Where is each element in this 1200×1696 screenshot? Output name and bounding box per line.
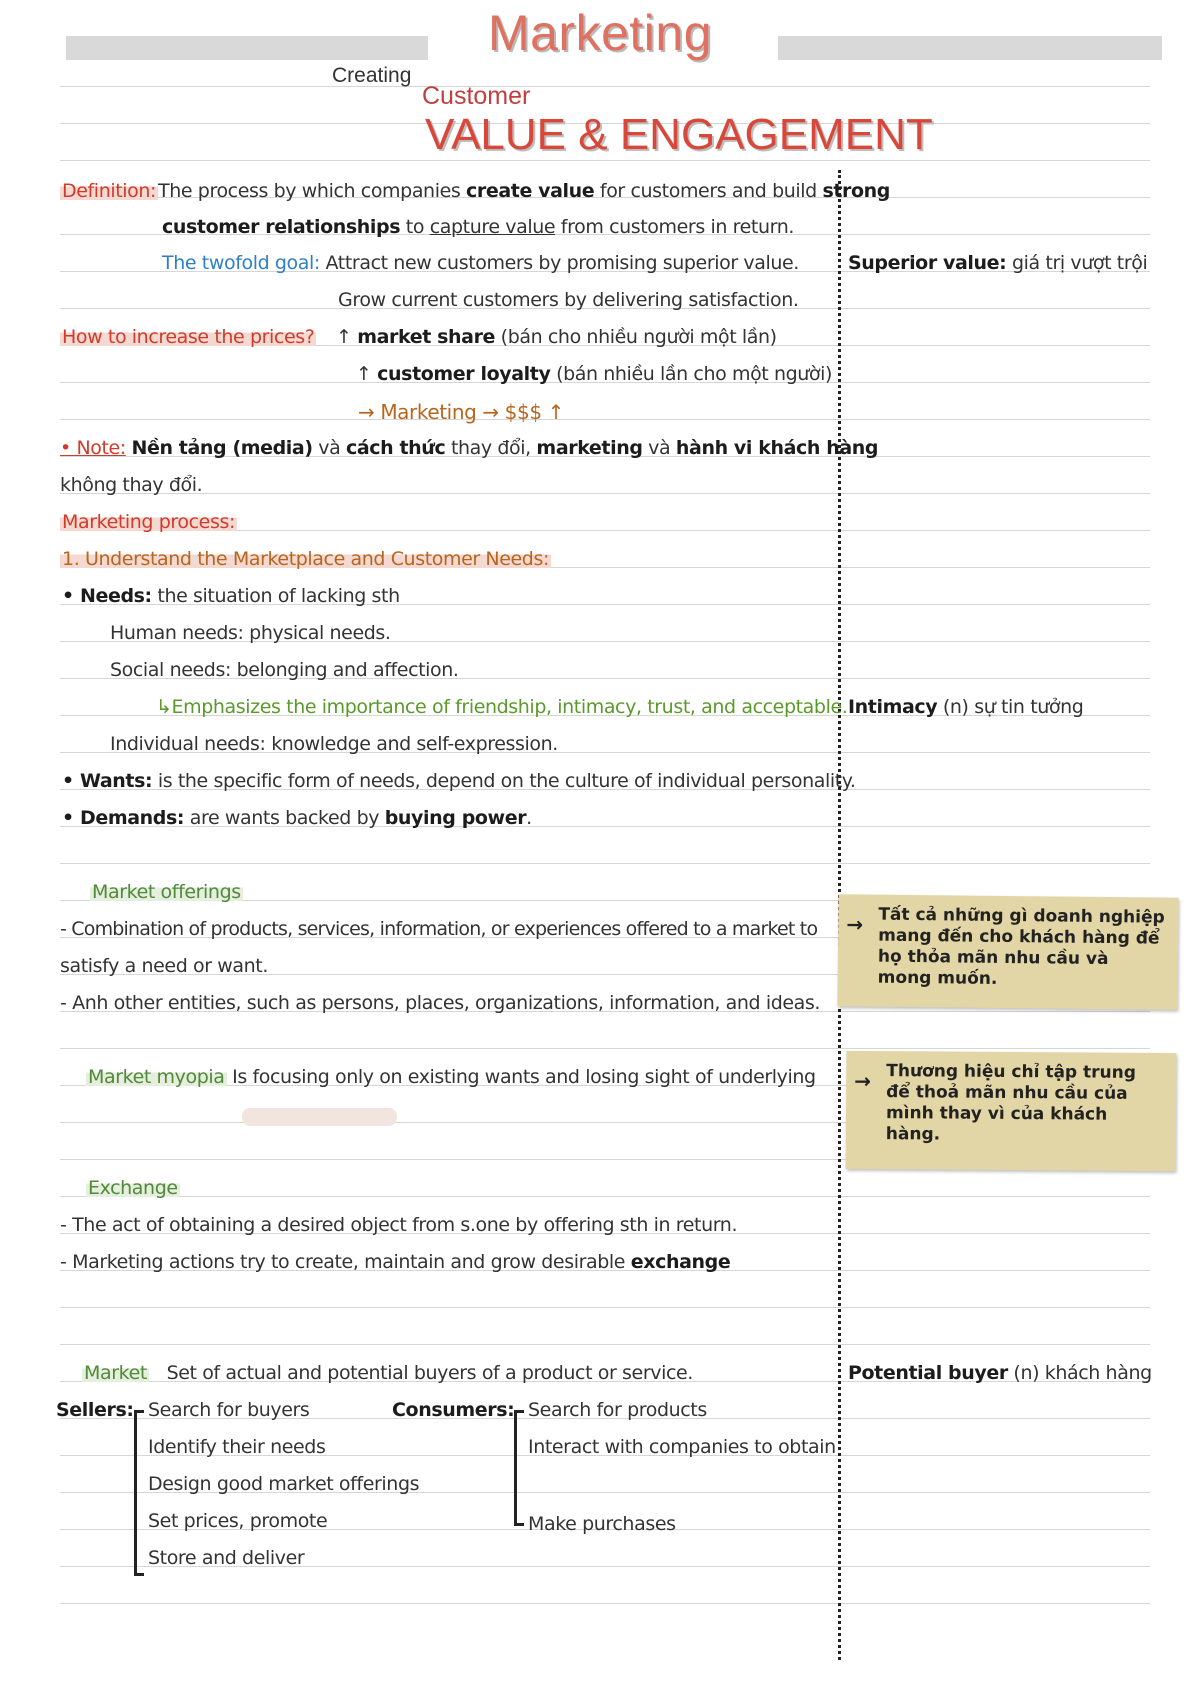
exchange-heading: Exchange bbox=[88, 1177, 178, 1199]
definition-line-1: Definition: The process by which companies create value for customers and build strong bbox=[62, 180, 890, 202]
arrow-icon: → bbox=[854, 1068, 872, 1094]
customer-label: Customer bbox=[422, 82, 531, 110]
wants-line: • Wants: is the specific form of needs, depend on the culture of individual personality. bbox=[62, 770, 856, 792]
social-needs: Social needs: belonging and affection. bbox=[110, 659, 459, 681]
exchange-line-2: - Marketing actions try to create, maintain and grow desirable exchange bbox=[60, 1251, 731, 1273]
consumers-label: Consumers: bbox=[392, 1399, 515, 1421]
page-title: Marketing bbox=[487, 5, 713, 61]
twofold-line-1: The twofold goal: Attract new customers by promising superior value. bbox=[162, 252, 799, 274]
side-superior-value: Superior value: giá trị vượt trội bbox=[848, 252, 1148, 274]
ruled-line bbox=[60, 493, 1150, 494]
twofold-label: The twofold goal: bbox=[162, 252, 320, 274]
side-intimacy: Intimacy (n) sự tin tưởng bbox=[848, 696, 1084, 718]
offerings-heading: Market offerings bbox=[92, 881, 241, 903]
ruled-line bbox=[60, 1196, 1150, 1197]
ruled-line bbox=[60, 419, 1150, 420]
increase-label: How to increase the prices? bbox=[62, 326, 315, 348]
consumer-item: Make purchases bbox=[528, 1513, 676, 1535]
seller-item: Design good market offerings bbox=[148, 1473, 420, 1495]
sticky-note-offerings: → Tất cả những gì doanh nghiệp mang đến cho khách hàng để họ thỏa mãn nhu cầu và mong muốn. bbox=[837, 894, 1178, 1010]
ruled-line bbox=[60, 1048, 1150, 1049]
ruled-line bbox=[60, 1344, 1150, 1345]
process-step-1: 1. Understand the Marketplace and Customer Needs: bbox=[62, 548, 549, 570]
ruled-line bbox=[60, 86, 1150, 87]
creating-label: Creating bbox=[332, 64, 412, 87]
arrow-icon: → bbox=[846, 912, 864, 937]
increase-result: → Marketing → $$$ ↑ bbox=[358, 400, 564, 424]
human-needs: Human needs: physical needs. bbox=[110, 622, 391, 644]
myopia-line: Market myopia Is focusing only on existing wants and losing sight of underlying bbox=[88, 1066, 816, 1088]
process-heading: Marketing process: bbox=[62, 511, 235, 533]
demands-line: • Demands: are wants backed by buying power. bbox=[62, 807, 532, 829]
twofold-line-2: Grow current customers by delivering satisfaction. bbox=[338, 289, 799, 311]
emphasis-line: ↳Emphasizes the importance of friendship, intimacy, trust, and acceptable. bbox=[156, 696, 848, 718]
side-potential-buyer: Potential buyer (n) khách hàng bbox=[848, 1362, 1152, 1384]
increase-line-1: How to increase the prices? ↑ market share (bán cho nhiều người một lần) bbox=[62, 326, 777, 348]
market-line: Market Set of actual and potential buyers of a product or service. bbox=[84, 1362, 693, 1384]
definition-label: Definition: bbox=[62, 180, 157, 202]
increase-line-2: ↑ customer loyalty (bán nhiều lần cho một người) bbox=[356, 363, 833, 385]
sellers-label: Sellers: bbox=[56, 1399, 134, 1421]
consumer-item: Interact with companies to obtain bbox=[528, 1436, 836, 1458]
seller-item: Store and deliver bbox=[148, 1547, 305, 1569]
ruled-line bbox=[60, 863, 1150, 864]
individual-needs: Individual needs: knowledge and self-expression. bbox=[110, 733, 558, 755]
market-label: Market bbox=[84, 1362, 147, 1384]
offerings-line-2: satisfy a need or want. bbox=[60, 955, 269, 977]
definition-line-2: customer relationships to capture value from customers in return. bbox=[162, 216, 794, 238]
myopia-label: Market myopia bbox=[88, 1066, 225, 1088]
exchange-line-1: - The act of obtaining a desired object from s.one by offering sth in return. bbox=[60, 1214, 738, 1236]
offerings-line-3: - Anh other entities, such as persons, places, organizations, information, and ideas. bbox=[60, 992, 821, 1014]
ruled-line bbox=[60, 160, 1150, 161]
consumer-item: Search for products bbox=[528, 1399, 707, 1421]
seller-item: Identify their needs bbox=[148, 1436, 326, 1458]
page-subtitle: VALUE & ENGAGEMENT bbox=[425, 110, 933, 159]
note-line-1: • Note: Nền tảng (media) và cách thức thay đổi, marketing và hành vi khách hàng bbox=[60, 437, 879, 459]
ruled-line bbox=[60, 1307, 1150, 1308]
note-line-2: không thay đổi. bbox=[60, 474, 203, 496]
sellers-bracket bbox=[134, 1410, 137, 1576]
ruled-line bbox=[60, 1603, 1150, 1604]
consumers-bracket bbox=[514, 1410, 517, 1526]
needs-line: • Needs: the situation of lacking sth bbox=[62, 585, 400, 607]
highlight-smudge bbox=[242, 1108, 397, 1126]
offerings-line-1: - Combination of products, services, information, or experiences offered to a market to bbox=[60, 918, 818, 940]
seller-item: Search for buyers bbox=[148, 1399, 310, 1421]
seller-item: Set prices, promote bbox=[148, 1510, 328, 1532]
sticky-note-myopia: → Thương hiệu chỉ tập trung để thoả mãn nhu cầu của mình thay vì của khách hàng. bbox=[846, 1051, 1177, 1171]
